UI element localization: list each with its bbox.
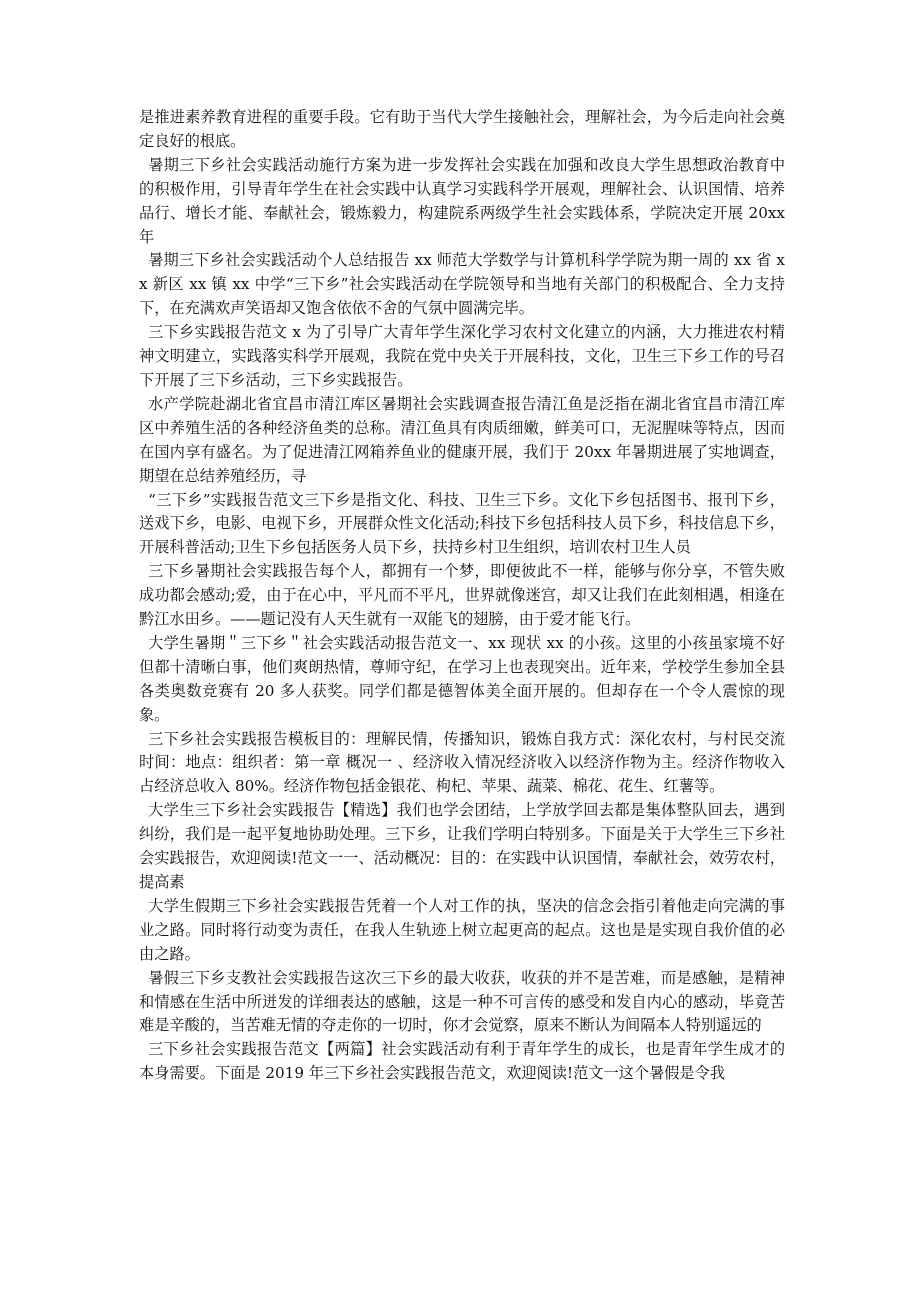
paragraph-11: 大学生假期三下乡社会实践报告凭着一个人对工作的执，坚决的信念会指引着他走向完满的事业之路。同时将行动变为责任，在我人生轨迹上树立起更高的起点。这也是是实现自我价值的必由之路。 bbox=[139, 896, 785, 963]
paragraph-6: “三下乡”实践报告范文三下乡是指文化、科技、卫生三下乡。文化下乡包括图书、报刊下乡，送戏下乡，电影、电视下乡，开展群众性文化活动;科技下乡包括科技人员下乡，科技信息下乡，开展科普活动;卫生下乡包括医务人员下乡，扶持乡村卫生组织，培训农村卫生人员 bbox=[139, 490, 785, 557]
paragraph-2: 暑期三下乡社会实践活动施行方案为进一步发挥社会实践在加强和改良大学生思想政治教育中的积极作用，引导青年学生在社会实践中认真学习实践科学开展观，理解社会、认识国情、培养品行、增长才能、奉献社会，锻炼毅力，构建院系两级学生社会实践体系，学院决定开展 20xx 年 bbox=[139, 155, 785, 246]
paragraph-9: 三下乡社会实践报告模板目的：理解民情，传播知识，锻炼自我方式：深化农村，与村民交流时间：地点：组织者：第一章 概况一 、经济收入情况经济收入以经济作物为主。经济作物收入占经济总收入 80%。经济作物包括金银花、枸杞、苹果、蔬菜、棉花、花生、红薯等。 bbox=[139, 729, 785, 796]
paragraph-3: 暑期三下乡社会实践活动个人总结报告 xx 师范大学数学与计算机科学学院为期一周的 xx 省 xx 新区 xx 镇 xx 中学“三下乡”社会实践活动在学院领导和当地有关部门的积极配合、全力支持下，在充满欢声笑语却又饱含依依不舍的气氛中圆满完毕。 bbox=[139, 251, 785, 318]
paragraph-10: 大学生三下乡社会实践报告【精选】我们也学会团结，上学放学回去都是集体整队回去，遇到纠纷，我们是一起平复地协助处理。三下乡，让我们学明白特别多。下面是关于大学生三下乡社会实践报告，欢迎阅读!范文一一、活动概况：目的：在实践中认识国情，奉献社会，效劳农村，提高素 bbox=[139, 801, 785, 891]
document-body bbox=[139, 106, 785, 1086]
paragraph-1: 是推进素养教育进程的重要手段。它有助于当代大学生接触社会，理解社会，为今后走向社会奠定良好的根底。 bbox=[139, 108, 785, 150]
paragraph-13: 三下乡社会实践报告范文【两篇】社会实践活动有利于青年学生的成长，也是青年学生成才的本身需要。下面是 2019 年三下乡社会实践报告范文，欢迎阅读!范文一这个暑假是令我 bbox=[139, 1040, 785, 1083]
paragraph-5: 水产学院赴湖北省宜昌市清江库区暑期社会实践调查报告清江鱼是泛指在湖北省宜昌市清江库区中养殖生活的各种经济鱼类的总称。清江鱼具有肉质细嫩，鲜美可口，无泥腥味等特点，因而在国内享有盛名。为了促进清江网箱养鱼业的健康开展，我们于 20xx 年暑期进展了实地调查，期望在总结养殖经历，寻 bbox=[139, 394, 785, 485]
paragraph-4: 三下乡实践报告范文 x 为了引导广大青年学生深化学习农村文化建立的内涵，大力推进农村精神文明建立，实践落实科学开展观，我院在党中央关于开展科技，文化，卫生三下乡工作的号召下开展了三下乡活动，三下乡实践报告。 bbox=[139, 323, 785, 389]
paragraph-8: 大学生暑期＂三下乡＂社会实践活动报告范文一、xx 现状 xx 的小孩。这里的小孩虽家境不好但都十清晰白事，他们爽朗热情，尊师守纪，在学习上也表现突出。近年来，学校学生参加全县各类奥数竞赛有 20 多人获奖。同学们都是德智体美全面开展的。但却存在一个令人震惊的现象。 bbox=[139, 633, 785, 724]
paragraph-12: 暑假三下乡支教社会实践报告这次三下乡的最大收获，收获的并不是苦难，而是感触，是精神和情感在生活中所迸发的详细表达的感触，这是一种不可言传的感受和发自内心的感动，毕竟苦难是辛酸的，当苦难无情的夺走你的一切时，你才会觉察，原来不断认为间隔本人特别遥远的 bbox=[139, 968, 785, 1035]
paragraph-7: 三下乡暑期社会实践报告每个人，都拥有一个梦，即便彼此不一样，能够与你分享，不管失败成功都会感动;爱，由于在心中，平凡而不平凡，世界就像迷宫，却又让我们在此刻相遇，相逢在黔江水田乡。——题记没有人天生就有一双能飞的翅膀，由于爱才能飞行。 bbox=[139, 562, 785, 629]
